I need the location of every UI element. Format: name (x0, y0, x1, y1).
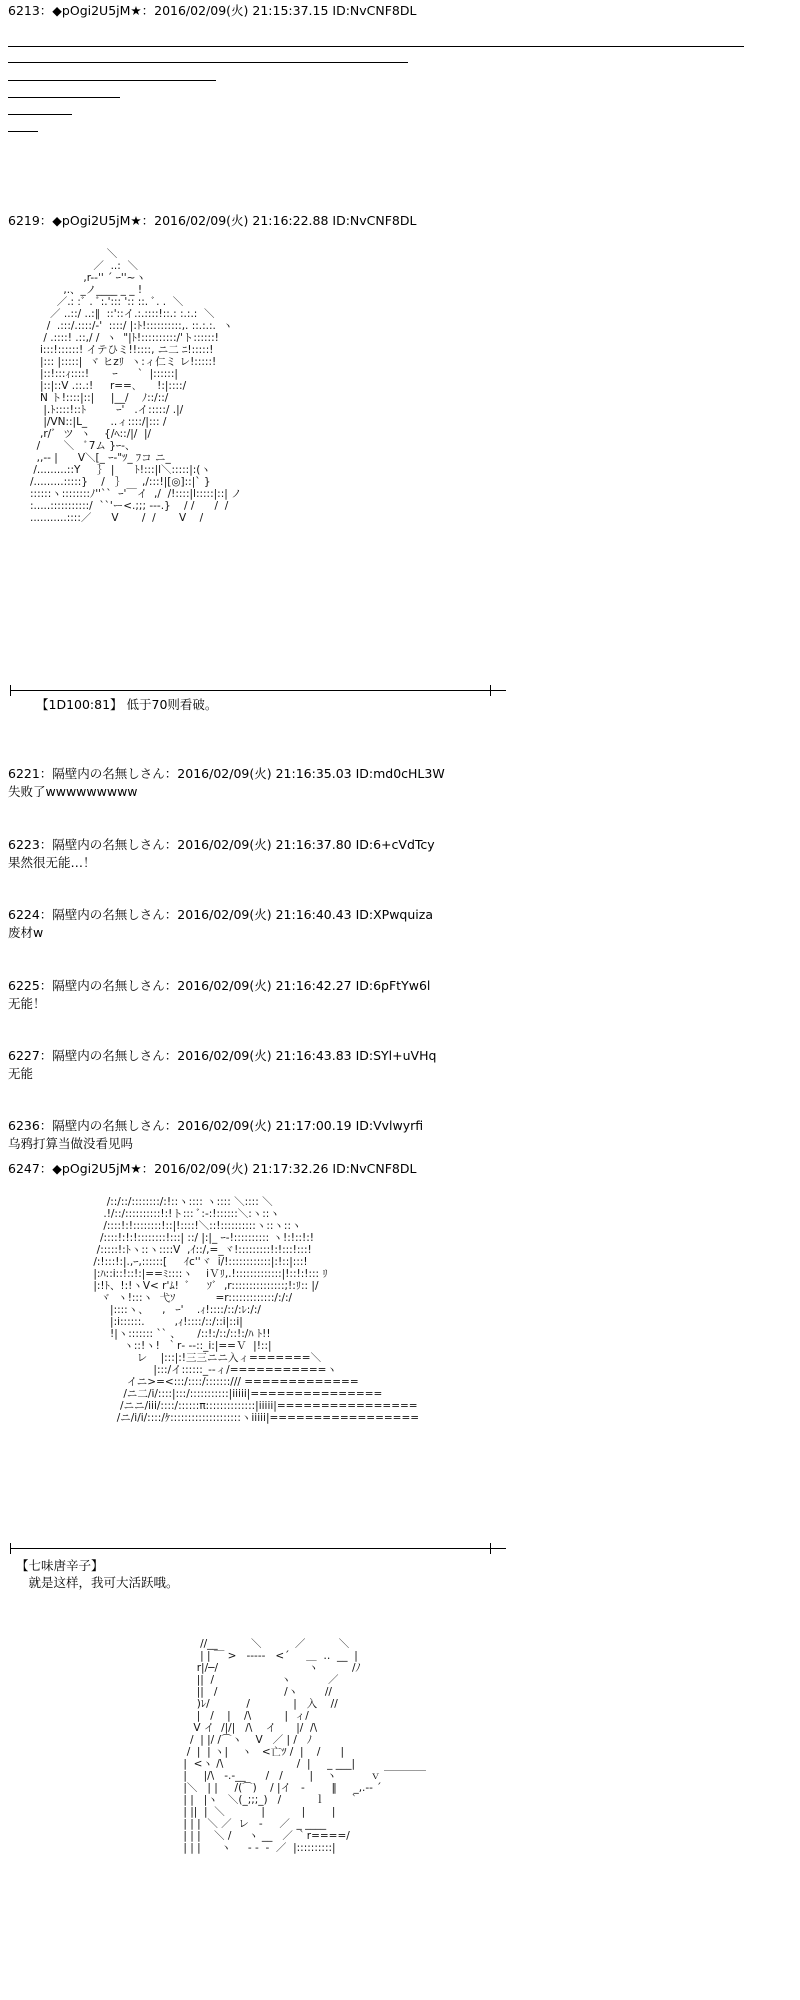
post-header: 6247：◆pOgi2U5jM★：2016/02/09(火) 21:17:32.26 ID:NvCNF8DL (8, 1161, 417, 1176)
post-header: 6224：隔壁内の名無しさん：2016/02/09(火) 21:16:40.43 ID:XPwquiza (8, 907, 433, 922)
post-body: 就是这样，我可大活跃哦。 (16, 1575, 179, 1590)
dice-roll-result: 【1D100:81】 低于70则看破。 (36, 697, 218, 712)
post-header: 6227：隔壁内の名無しさん：2016/02/09(火) 21:16:43.83 ID:SYl+uVHq (8, 1048, 437, 1063)
divider-line (8, 62, 408, 63)
divider-line (8, 80, 216, 81)
post-body: 失败了wwwwwwwww (8, 784, 138, 799)
post-body: 无能 (8, 1066, 34, 1081)
divider-line (8, 97, 120, 98)
post-body: 无能！ (8, 996, 46, 1011)
speaker-name: 【七味唐辛子】 (16, 1558, 104, 1573)
divider-line (8, 114, 72, 115)
ascii-art: ＼ ／ ..: ＼ ,r--'' ´ ｰ''~ヽ ,.、_ノ____ _ _ ! ／.: :ﾞ . ﾞ:.'::: ':: ::. ﾞ. . ＼ ／ ..::/ ..:∥ ::'::イ.:.::::!::.: :.:.: ＼ / .:::/.::::/‐' ::::/ |:ﾄ!::::::::::,. ::.:.:. ヽ / .::::! .::,/ / ヽ "|ﾄ!::::::::::/'ト::::::! i:::!::::::! イテひミ!!::::, ニ二 ﾆ!:::::! |::: |:::::| ヾ ヒzﾘ ヽ:ィ仁ミ レ!:::::! |::!:::ｨ::::! ｰ ` |::::::| |::|::V .::.:! r==､ !:|::::/ N ト!::::|::| |__/ ﾉ::/::/ |.ﾄ::::!::ﾄ ｰ' .イ:::::/ .|/ |/VN::|L_ ..ィ::::/|::: / ,r/ﾞ ツ ヽ {/ﾍ::/|/ |/ / ＼ ﾞ7ム }ｰ-、 ,,-- | V＼[_ ｰ-"ﾂ_ ﾌコ ニ_ /.........::Y ｝ | ﾄ!:::|l＼:::::|:(ヽ /.........:::::} / ｝ ,/:::!|[◎]::|` } ::::::ヽ::::::::ﾉ''`` ｰ'￣イ ,/ /!::::|l:::::|::| ノ :.....:::::::::::/ ``'ー<.;;; ‐‐-.} / / / / ...........::::／ V / / V / (30, 248, 242, 524)
separator-tick (490, 1543, 491, 1554)
separator-tick (490, 685, 491, 696)
separator-tick (10, 685, 11, 696)
post-header: 6219：◆pOgi2U5jM★：2016/02/09(火) 21:16:22.88 ID:NvCNF8DL (8, 213, 417, 228)
post-header: 6213：◆pOgi2U5jM★：2016/02/09(火) 21:15:37.15 ID:NvCNF8DL (8, 3, 417, 18)
post-header: 6221：隔壁内の名無しさん：2016/02/09(火) 21:16:35.03 ID:md0cHL3W (8, 766, 445, 781)
divider-line (8, 46, 744, 47)
post-body: 果然很无能…！ (8, 855, 96, 870)
post-body: 废材w (8, 925, 44, 940)
post-header: 6236：隔壁内の名無しさん：2016/02/09(火) 21:17:00.19 ID:Vvlwyrfi (8, 1118, 424, 1133)
separator-line (10, 690, 506, 691)
post-header: 6223：隔壁内の名無しさん：2016/02/09(火) 21:16:37.80 ID:6+cVdTcy (8, 837, 435, 852)
post-header: 6225：隔壁内の名無しさん：2016/02/09(火) 21:16:42.27 ID:6pFtYw6l (8, 978, 431, 993)
divider-line (8, 131, 38, 132)
separator-line (10, 1548, 506, 1549)
ascii-art: //__ ＼ ／ ＼ | | ￣ > -‐‐‐‐ <´ ＿ ‥ __ | r|/─/ ヽ /ﾉ || / ヽ ／ || / /ヽ // )ﾚ/ / | 入 // | / | /\ | ィ/ V イ /|/| /\ イ |/ /\ / | |/ /⌒ヽ V ／ | / ﾉ / | | ヽ| ヽ <亡ﾂ / | / | | <ヽ /\ / | _ ___| | |/\ -.-__ / / | ヽ ｖ ￣￣￣￣ |＼ | | /(⌒) / |イ - ‖ _,.-- ´ | | |ヽ ＼(_;;;_) / ｌ ｀ | || | ＼ | | | | | | ＼ ／ レ ‐ ／ _ ____ | | | ＼ / ヽ __ ／ ｀r====/ | | | ヽ ‐ ‐ ‐ ／ |::::::::::| (183, 1638, 427, 1854)
separator-tick (10, 1543, 11, 1554)
post-body: 乌鸦打算当做没看见吗 (8, 1136, 134, 1151)
ascii-art: /::/::/::::::::/:!::ヽ:::: ヽ:::: ＼:::: ＼ .!/::/::::::::::!:!ト::: ﾞ:-:!::::::＼:ヽ::ヽ /::::!:!::::::::!::|!::::!＼::!::::::::::ヽ::ヽ::ヽ /::::!:!:!::::::::!:::| ::/ |:|_ ｰ‐!:::::::::: ヽ!:!::!:! /:::::!:ﾄヽ::ヽ::::V ,ｲ::/,=_ヾ!:::::::::!:!:::!:::! /:!:::!:|.,ｰ,::::::[ ｲc''ヾ i/!::::::::::::|:!::|:::! |:ﾊ::i::!::!:|==ﾐ::::ヽ iＶﾘ,.!:::::::::::::|!::!:!::: ﾘ |:!ﾄ、!:!ヽV< r'ﾑ! ﾞ ｿﾞ ,r:::::::::::::::;!:ﾘ:: |/ ヾ ヽ!:::ヽ 弋ｿ =r:::::::::::::/:/:/ |::::ヽ、 , ｰ' .ｨ!::::/::/:ﾚ:/:/ |:i::::::. ,ｨ!::::/::/::i|::i| !|ヽ::::::: `` 、 /::!:/::/::!:/ﾊ ﾄ!! ヽ::!ヽ! ｀r‐ ‐-::_i:|==Ｖ |!::| レ |:::|:!三三ニニ入ィ=======＼ |:::/イ::::::_--ィ/===========ヽ イニ>=<:::/::::/:::::::/// ============= /ニ二/i/::::|:::/:::::::::::|iiiii|=============== /ニニ/iii/::::/::::::π::::::::::::::|iiiii|================ /ニ/i/i/::::/ｹ::::::::::::::::::::ヽiiiii|================= (93, 1196, 420, 1424)
